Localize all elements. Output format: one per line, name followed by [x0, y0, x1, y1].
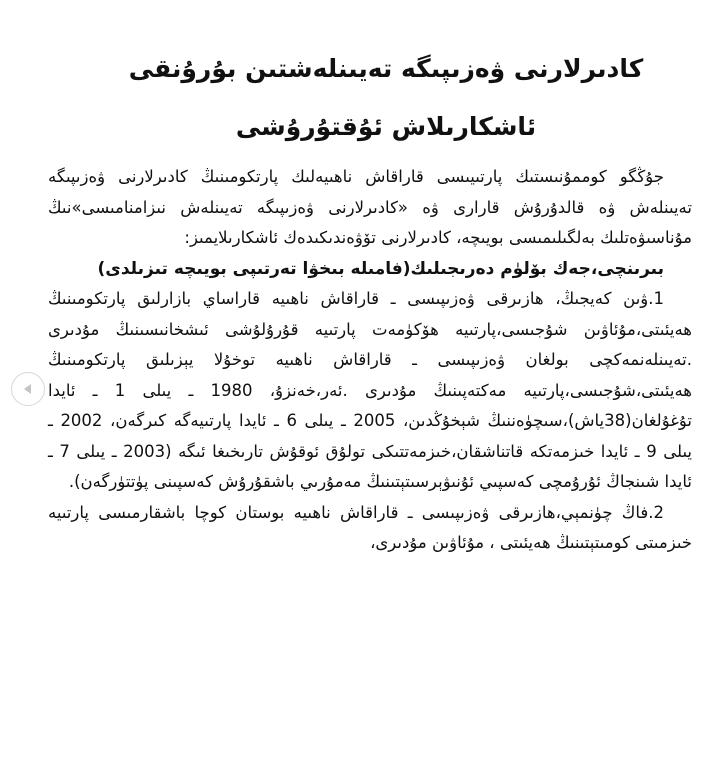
document-title-line-1: كادىرلارنى ۋەزىپىگە تەيىنلەشتىن بۇرۇنقى [128, 54, 644, 83]
document-page [48, 40, 692, 559]
section-heading: بىرىنچى،جەك بۆلۈم دەرىجىلىك(فامىلە بىخۋا تەرتىپى بويىچە تىزىلدى) [97, 258, 664, 279]
chevron-left-icon [21, 382, 35, 396]
previous-page-button[interactable] [11, 372, 45, 406]
intro-paragraph: جۇڭگو كوممۇنىستىك پارتىيىسى قاراقاش ناھىيەلىك پارتكومىنىڭ كادىرلارنى ۋەزىپىگە تەيىنلەش ۋە قالدۇرۇش قارارى ۋە «كادىرلارنى ۋەزىپىگە تەيىنلەش نىزامنامىسى»نىڭ مۇناسىۋەتلىك بەلگىلىمىسى بويىچە، كادىرلارنى تۆۋەندىكىدەك ئاشكارىلايمىز: [48, 167, 692, 247]
candidate-paragraph-2: 2.فاڭ چۈنمېي،ھازىرقى ۋەزىپىسى ـ قاراقاش ناھىيە بوستان كوچا باشقارمىسى پارتىيە خىزمىتى كومىتېتىنىڭ ھەيئىتى ، مۇئاۋىن مۇدىرى، [48, 502, 692, 552]
candidate-paragraph-1: 1.ۋىن كەيجىڭ، ھازىرقى ۋەزىپىسى ـ قاراقاش ناھىيە قاراساي بازارلىق پارتكومىنىڭ ھەيئىتى،مۇئاۋىن شۇجىسى،پارتىيە ھۆكۈمەت پارتىيە قۇرۇلۇشى ئىشخانىسىنىڭ مۇدىرى .تەيىنلەنمەكچى بولغان ۋەزىپىسى ـ قاراقاش ناھىيە توخۇلا يېزىلىق پارتكومىنىڭ ھەيئىتى،شۇجىسى،پارتىيە مەكتەپىنىڭ مۇدىرى .ئەر،خەنزۇ، 1980 ـ يىلى 1 ـ ئايدا تۇغۇلغان(38ياش)،سىچۈەننىڭ شېخۇڭدىن، 2005 ـ يىلى 6 ـ ئايدا پارتىيەگە كىرگەن، 2002 ـ يىلى 9 ـ ئايدا خىزمەتكە قاتناشقان،خىزمەتتىكى تولۇق ئوقۇش تارىخىغا ئىگە (2003 ـ يىلى 7 ـ ئايدا شىنجاڭ ئۇرۇمچى كەسپىي ئۇنىۋېرسىتېتىنىڭ مەمۇرىي باشقۇرۇش كەسپىنى پۈتتۈرگەن). [48, 289, 693, 491]
document-title-line-2: ئاشكارىلاش ئۇقتۇرۇشى [235, 112, 537, 141]
